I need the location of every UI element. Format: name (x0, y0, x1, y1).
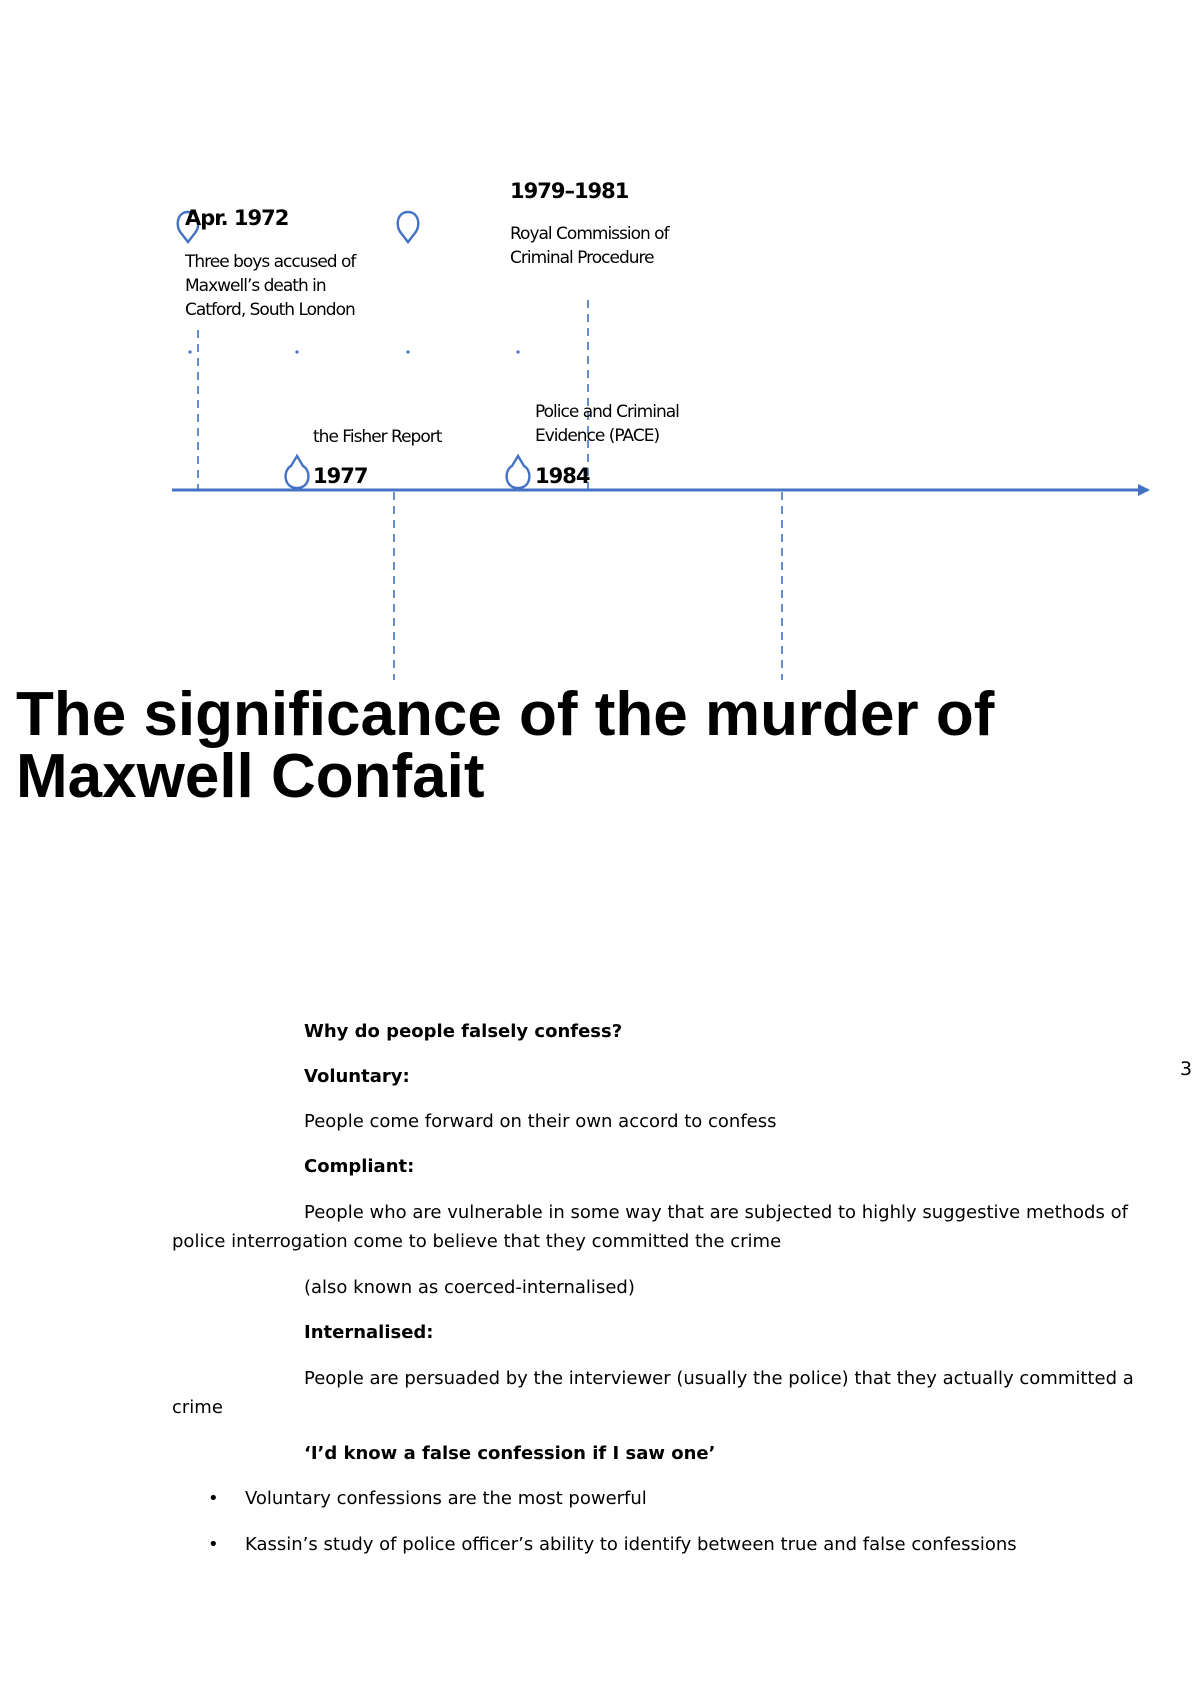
bullet-icon: • (208, 1534, 219, 1555)
bullet-item: Kassin’s study of police officer’s ability to identify between true and false confessions (245, 1534, 1017, 1555)
page-title: The significance of the murder of Maxwell Confait (16, 680, 995, 811)
dot-marker (406, 350, 409, 353)
bullet-icon: • (208, 1488, 219, 1509)
quote-heading: ‘I’d know a false confession if I saw one’ (304, 1443, 716, 1464)
timeline-graphic (0, 0, 1200, 700)
compliant-label: Compliant: (304, 1156, 415, 1177)
description-line: Police and Criminal (535, 402, 679, 422)
event-date-1979-1981: 1979–1981 (510, 179, 629, 203)
description-line: Evidence (PACE) (535, 426, 660, 446)
description-line: Criminal Procedure (510, 248, 654, 268)
description-line: Royal Commission of (510, 224, 669, 244)
bullet-item: Voluntary confessions are the most powerful (245, 1488, 647, 1509)
compliant-text-line: police interrogation come to believe that they committed the crime (172, 1231, 782, 1252)
voluntary-text: People come forward on their own accord to confess (304, 1111, 777, 1132)
dot-marker (188, 350, 191, 353)
map-pin-icon (398, 212, 419, 242)
internalised-text-line: crime (172, 1397, 223, 1418)
description-line: Three boys accused of (185, 252, 356, 272)
compliant-text-line: People who are vulnerable in some way that are subjected to highly suggestive methods of (304, 1202, 1128, 1223)
internalised-text-line: People are persuaded by the interviewer (usually the police) that they actually committed a (304, 1368, 1134, 1389)
description-line: Catford, South London (185, 300, 355, 320)
event-description-1979-1981 (510, 222, 669, 270)
section-heading: Why do people falsely confess? (304, 1021, 623, 1042)
event-date-1984: 1984 (535, 464, 590, 488)
event-date-apr-1972: Apr. 1972 (185, 206, 289, 230)
event-date-1977: 1977 (313, 464, 368, 488)
event-description-1984 (535, 400, 679, 448)
drop-marker-icon (286, 456, 309, 488)
description-line: the Fisher Report (313, 427, 442, 447)
dot-marker (295, 350, 298, 353)
event-description-1977 (313, 425, 441, 449)
dot-marker (516, 350, 519, 353)
description-line: Maxwell’s death in (185, 276, 326, 296)
page-number: 3 (1180, 1058, 1193, 1080)
event-description-apr-1972 (185, 250, 355, 322)
internalised-label: Internalised: (304, 1322, 434, 1343)
voluntary-label: Voluntary: (304, 1066, 410, 1087)
drop-marker-icon (507, 456, 530, 488)
compliant-note: (also known as coerced-internalised) (304, 1277, 635, 1298)
